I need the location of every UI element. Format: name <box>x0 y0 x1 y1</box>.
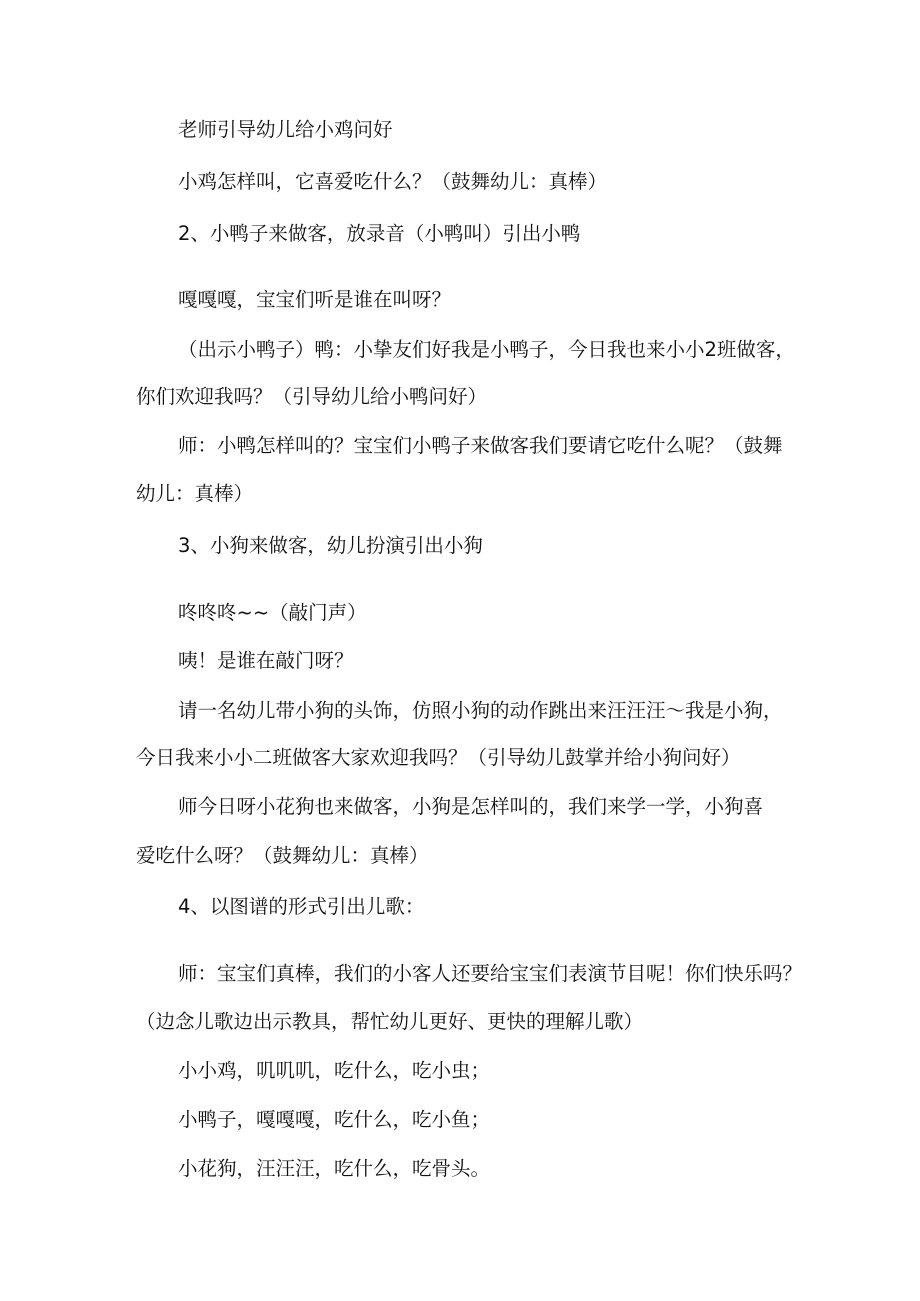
paragraph-line: 爱吃什么呀？（鼓舞幼儿：真棒） <box>136 844 429 867</box>
paragraph-line: 今日我来小小二班做客大家欢迎我吗？（引导幼儿鼓掌并给小狗问好） <box>136 746 741 769</box>
paragraph-line: （出示小鸭子）鸭：小挚友们好我是小鸭子，今日我也来小小2班做客， <box>178 338 795 361</box>
paragraph-line: 小鸭子，嘎嘎嘎，吃什么，吃小鱼； <box>178 1108 491 1131</box>
paragraph-line: （边念儿歌边出示教具，帮忙幼儿更好、更快的理解儿歌） <box>136 1010 644 1033</box>
paragraph-line: 请一名幼儿带小狗的头饰，仿照小狗的动作跳出来汪汪汪～我是小狗， <box>178 699 783 722</box>
paragraph-line: 老师引导幼儿给小鸡问好 <box>178 118 393 141</box>
paragraph-line: 师：小鸭怎样叫的？宝宝们小鸭子来做客我们要请它吃什么呢？（鼓舞 <box>178 434 783 457</box>
paragraph-line: 4、以图谱的形式引出儿歌： <box>178 895 425 918</box>
paragraph-line: 小鸡怎样叫，它喜爱吃什么？（鼓舞幼儿：真棒） <box>178 170 608 193</box>
paragraph-line: 咦！是谁在敲门呀？ <box>178 649 354 672</box>
paragraph-line: 2、小鸭子来做客，放录音（小鸭叫）引出小鸭 <box>178 222 581 245</box>
paragraph-line: 幼儿：真棒） <box>136 482 254 505</box>
paragraph-line: 3、小狗来做客，幼儿扮演引出小狗 <box>178 534 483 557</box>
paragraph-line: 咚咚咚~~（敲门声） <box>178 601 367 624</box>
paragraph-line: 嘎嘎嘎，宝宝们听是谁在叫呀？ <box>178 288 452 311</box>
paragraph-line: 小花狗，汪汪汪，吃什么，吃骨头。 <box>178 1157 491 1180</box>
paragraph-line: 小小鸡，叽叽叽，吃什么，吃小虫； <box>178 1059 491 1082</box>
paragraph-line: 师：宝宝们真棒，我们的小客人还要给宝宝们表演节目呢！你们快乐吗？ <box>178 962 803 985</box>
paragraph-line: 师今日呀小花狗也来做客，小狗是怎样叫的，我们来学一学，小狗喜 <box>178 795 764 818</box>
paragraph-line: 你们欢迎我吗？（引导幼儿给小鸭问好） <box>136 385 488 408</box>
